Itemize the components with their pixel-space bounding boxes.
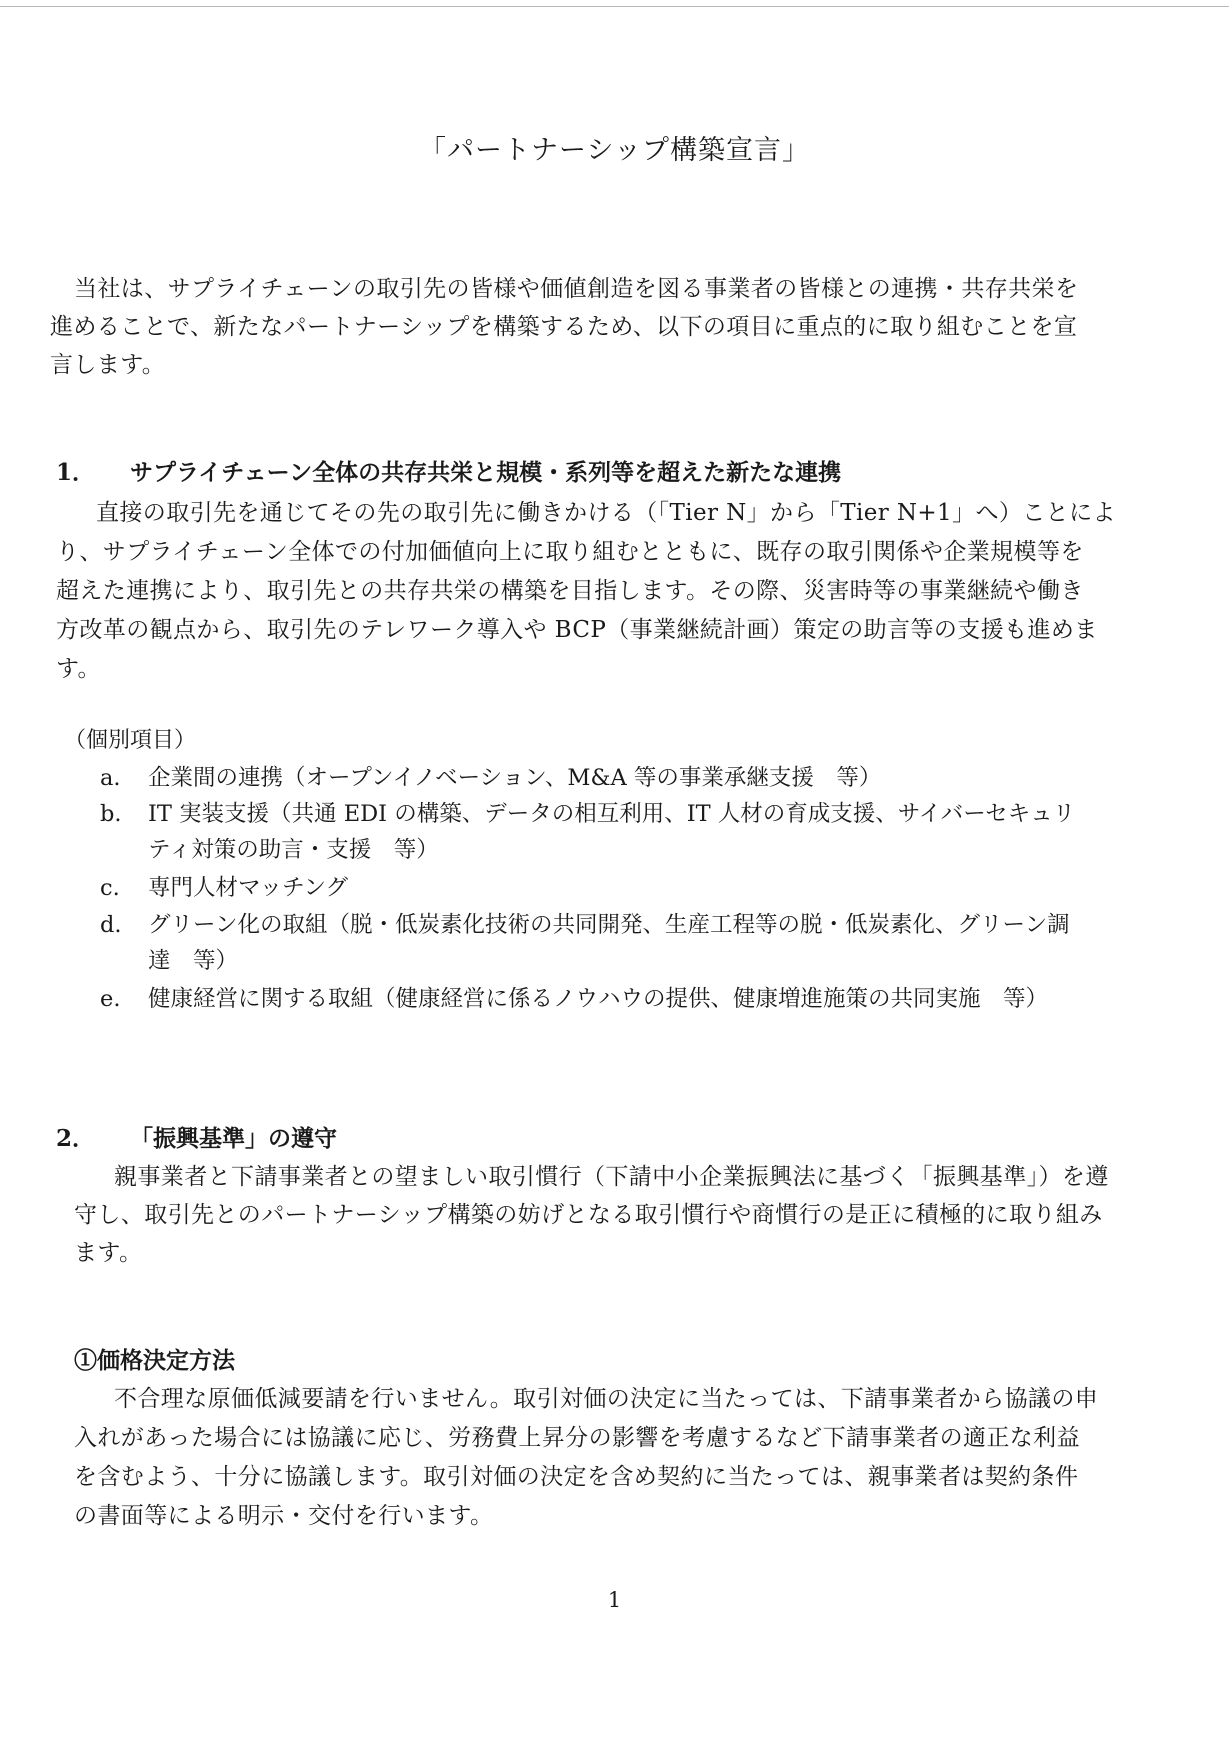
list-item-marker: c. (100, 875, 120, 901)
section-1-body (56, 494, 1156, 689)
section-2-number: 2． (56, 1125, 96, 1152)
list-item-marker: a. (100, 765, 121, 791)
section-1-line: り、サプライチェーン全体での付加価値向上に取り組むとともに、既存の取引関係や企業規模等を (56, 539, 1084, 565)
section-2-line: ます。 (74, 1240, 143, 1266)
list-item (100, 870, 1160, 906)
list-item-line: IT 実装支援（共通 EDI の構築、データの相互利用、IT 人材の育成支援、サイバーセキュリ (148, 801, 1076, 827)
subsection-1-line: の書面等による明示・交付を行います。 (74, 1503, 494, 1529)
subsection-1-body (74, 1380, 1149, 1536)
subsection-1-heading: ①価格決定方法 (74, 1347, 235, 1374)
section-1-number: 1． (56, 459, 96, 486)
section-1-line: 超えた連携により、取引先との共存共栄の構築を目指します。その際、災害時等の事業継続や働き (56, 578, 1084, 604)
list-item-line: 企業間の連携（オープンイノベーション、M&A 等の事業承継支援 等） (148, 765, 882, 791)
list-item-line: ティ対策の助言・支援 等） (148, 837, 439, 863)
section-1-heading (56, 456, 841, 490)
section-1-title: サプライチェーン全体の共存共栄と規模・系列等を超えた新たな連携 (130, 459, 842, 486)
items-label: （個別項目） (64, 728, 197, 753)
list-item-text (148, 870, 1160, 906)
subsection-1-line: を含むよう、十分に協議します。取引対価の決定を含め契約に当たっては、親事業者は契約条件 (74, 1464, 1079, 1490)
list-item-marker: b. (100, 801, 122, 827)
list-item-marker: e. (100, 986, 121, 1012)
list-item (100, 907, 1160, 979)
list-item-marker: d. (100, 912, 122, 938)
section-1-line: 直接の取引先を通じてその先の取引先に働きかける（「Tier N」から「Tier N+1」へ）ことによ (96, 500, 1116, 526)
page-number: 1 (607, 1588, 622, 1612)
section-2-title: 「振興基準」の遵守 (130, 1125, 337, 1152)
list-item (100, 981, 1160, 1017)
list-item-text (148, 760, 1160, 796)
section-2-body (74, 1158, 1164, 1272)
list-item-line: グリーン化の取組（脱・低炭素化技術の共同開発、生産工程等の脱・低炭素化、グリーン調 (148, 912, 1070, 938)
list-item-text (148, 796, 1160, 868)
subsection-1-line: 不合理な原価低減要請を行いません。取引対価の決定に当たっては、下請事業者から協議の申 (114, 1386, 1099, 1412)
scan-top-rule (0, 6, 1229, 7)
list-item (100, 760, 1160, 796)
list-item (100, 796, 1160, 868)
section-2-line: 守し、取引先とのパートナーシップ構築の妨げとなる取引慣行や商慣行の是正に積極的に取り組み (74, 1202, 1103, 1228)
subsection-1-line: 入れがあった場合には協議に応じ、労務費上昇分の影響を考慮するなど下請事業者の適正な利益 (74, 1425, 1080, 1451)
section-2-line: 親事業者と下請事業者との望ましい取引慣行（下請中小企業振興法に基づく「振興基準」）を遵 (114, 1164, 1109, 1190)
list-item-line: 専門人材マッチング (148, 875, 349, 901)
intro-paragraph (50, 270, 1145, 384)
intro-line: 当社は、サプライチェーンの取引先の皆様や価値創造を図る事業者の皆様との連携・共存共栄を (74, 276, 1079, 302)
list-item-line: 健康経営に関する取組（健康経営に係るノウハウの提供、健康増進施策の共同実施 等） (148, 986, 1049, 1012)
list-item-text (148, 907, 1160, 979)
intro-line: 言します。 (50, 352, 166, 378)
section-2-heading (56, 1122, 337, 1156)
list-item-text (148, 981, 1160, 1017)
section-1-line: す。 (56, 656, 101, 682)
section-1-line: 方改革の観点から、取引先のテレワーク導入や BCP（事業継続計画）策定の助言等の支援も進めま (56, 617, 1098, 643)
intro-line: 進めることで、新たなパートナーシップを構築するため、以下の項目に重点的に取り組むことを宣 (50, 314, 1078, 340)
document-title: 「パートナーシップ構築宣言」 (419, 135, 810, 166)
list-item-line: 達 等） (148, 948, 239, 974)
